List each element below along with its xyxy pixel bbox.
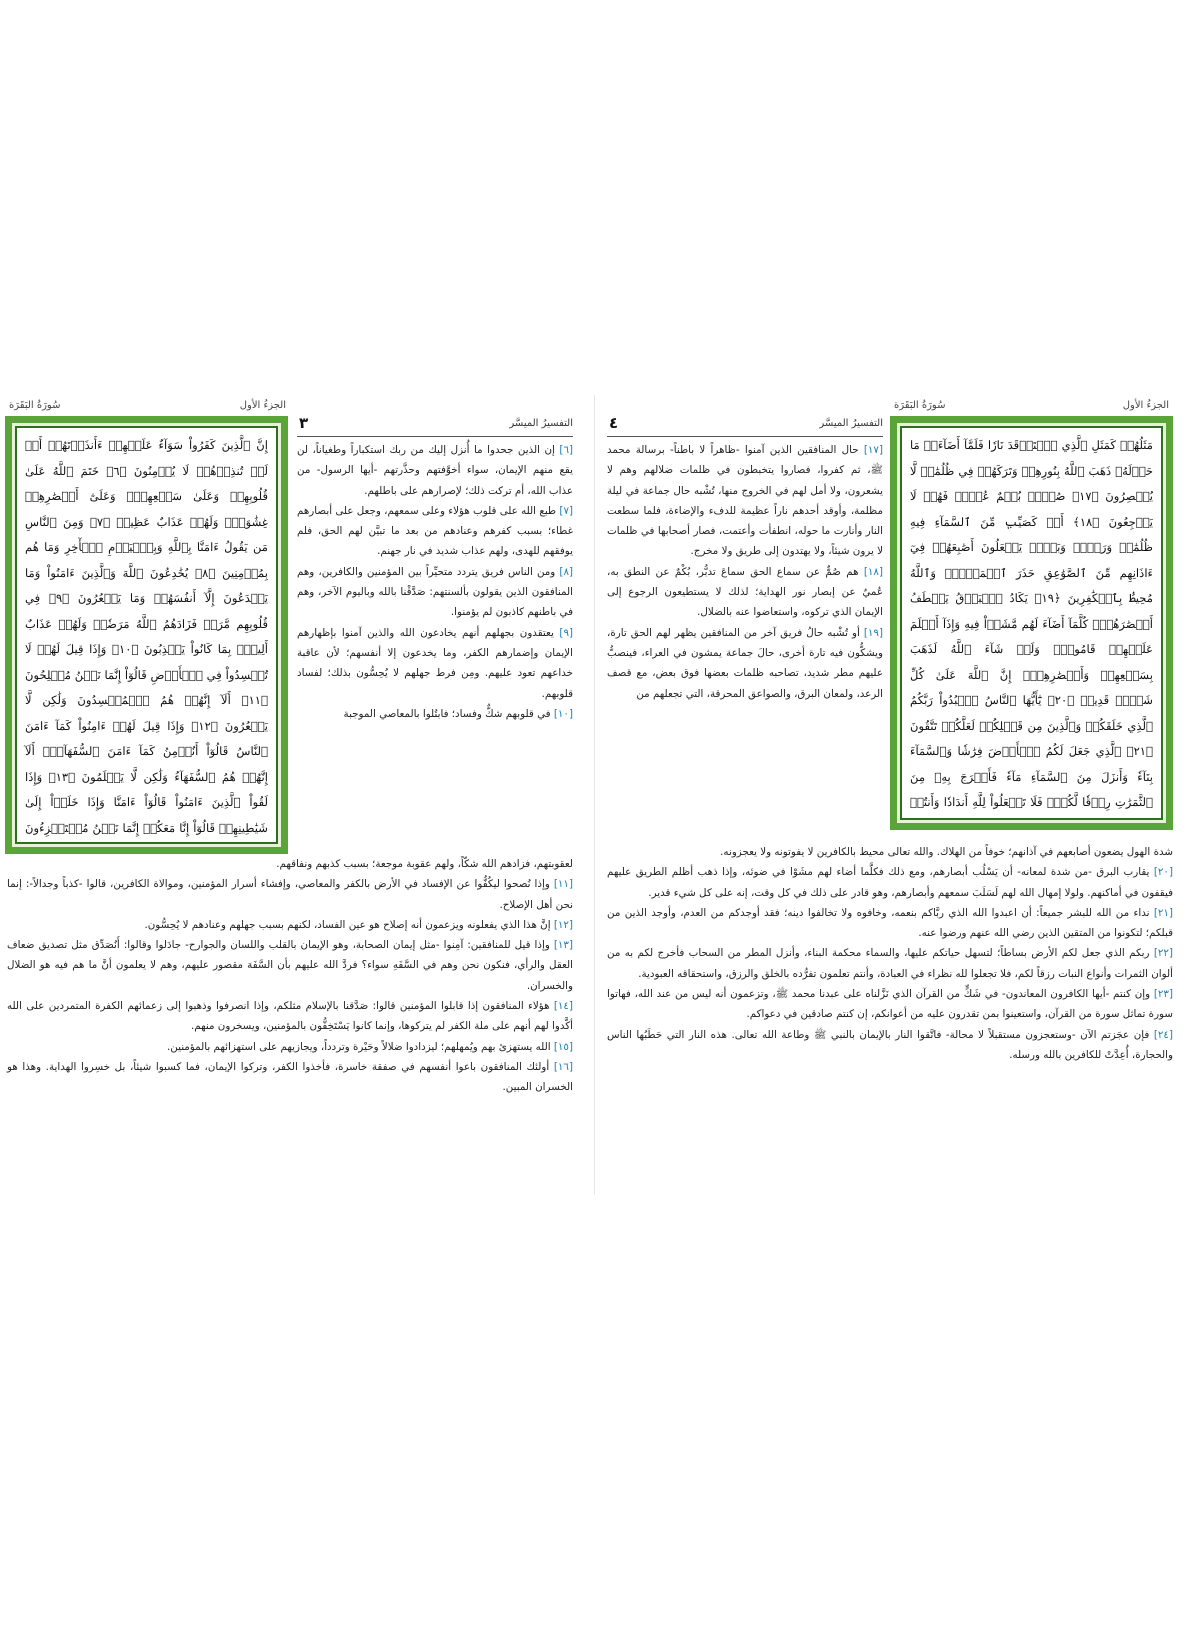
tafsir-text: أو تُشْبه حالُ فريق آخر من المنافقين يظهر لهم الحق تارة، ويشكُّون فيه تارة أخرى، حالَ جماعة يمشون في العراء، فينصبُّ عليهم مطر شديد، تصاحبه ظلمات بعضها فوق بعض، مع قصف الرعد، ولمعان البرق، والصواعق المحرقة، التي تجعلهم من (607, 626, 883, 700)
tafsir-paragraph (7, 935, 573, 996)
tafsir-text: هم صُمٌّ عن سماع الحق سماعَ تدبُّر، بُكْمٌ عن النطق به، عُميٌ عن إبصار نور الهداية؛ لذلك لا يستطيعون الرجوع إلى الإيمان الذي تركوه، واستعاضوا عنه بالضلال. (607, 565, 883, 619)
tafsir-paragraph (607, 862, 1173, 903)
tafsir-paragraph (607, 943, 1173, 984)
quran-frame (5, 416, 288, 854)
verse-number: [١٥] (553, 1040, 573, 1053)
tafsir-wide (7, 854, 573, 1098)
verse-number: [٢١] (1153, 906, 1173, 919)
verse-number: [٢٣] (1153, 988, 1173, 1001)
tafsir-header (607, 414, 883, 437)
quran-frame (890, 416, 1173, 830)
verse-number: [١٣] (553, 939, 573, 952)
tafsir-title: التفسيرُ الميسَّر (509, 418, 573, 429)
verse-number: [٦] (559, 444, 573, 456)
tafsir-paragraph (297, 623, 573, 704)
tafsir-paragraph (7, 1057, 573, 1098)
surah-label: سُورَةُ البَقَرَة (9, 400, 61, 411)
tafsir-text: ربكم الذي جعل لكم الأرض بساطاً؛ لتسهل حياتكم عليها، والسماء محكمة البناء، وأنزل المطر من السحاب فأخرج لكم به من ألوان الثمرات وأنواع النبات رزقاً لكم، فلا تجعلوا لله نظراء في العبادة، وأنتم تعلمون تفرُّده بالخلق والرزق، واستحقاقه العبودية. (607, 947, 1173, 980)
tafsir-text: إنَّ هذا الذي يفعلونه ويزعمون أنه إصلاح هو عين الفساد، لكنهم بسبب جهلهم وعنادهم لا يُحِسُّون. (144, 918, 554, 931)
tafsir-paragraph (607, 623, 883, 704)
tafsir-text: لعقوبتهم، فزادهم الله شكّاً، ولهم عقوبة موجعة؛ بسبب كذبهم ونفاقهم. (276, 858, 573, 870)
tafsir-text: يعتقدون بجهلهم أنهم يخادعون الله والذين آمنوا بإظهارهم الإيمان وإضمارهم الكفر، وما يخدعون إلا أنفسهم؛ لأن عاقبة خداعهم تعود عليهم. ومِن فرط جهلهم لا يُحِسُّون بذلك؛ لفساد قلوبهم. (297, 626, 573, 700)
verse-number: [١٢] (553, 918, 573, 931)
verse-number: [١٠] (553, 707, 573, 720)
tafsir-paragraph (297, 501, 573, 562)
tafsir-text: ومن الناس فريق يتردد متحيِّراً بين المؤمنين والكافرين، وهم المنافقون الذين يقولون بألسنتهم: صَدَّقْنا بالله وباليوم الآخر، وهم في باطنهم كاذبون لم يؤمنوا. (297, 565, 573, 619)
tafsir-text: نداء من الله للبشر جميعاً: أن اعبدوا الله الذي ربَّاكم بنعمه، وخافوه ولا تخالفوا دينه؛ فقد أوجدكم من العدم، وأوجد الذين من قبلكم؛ لتكونوا من المتقين الذين رضي الله عنهم ورضوا عنه. (607, 906, 1173, 940)
juz-label: الجزءُ الأول (1122, 400, 1169, 411)
tafsir-paragraph (607, 984, 1173, 1025)
tafsir-text: في قلوبهم شكٌّ وفساد؛ فابتُلوا بالمعاصي الموجبة (343, 707, 554, 720)
verse-number: [١٩] (863, 626, 883, 639)
page-number: ٣ (299, 414, 309, 432)
tafsir-paragraph (607, 903, 1173, 944)
verse-number: [٩] (559, 626, 573, 639)
left-page-header (5, 398, 290, 414)
verse-number: [٧] (559, 504, 573, 517)
tafsir-paragraph (607, 562, 883, 623)
tafsir-text: حال المنافقين الذين آمنوا -ظاهراً لا باطناً- برسالة محمد ﷺ، ثم كفروا، فصاروا يتخبطون في ظلمات ضلالهم وهم لا يشعرون، ولا أمل لهم في الخروج منها، تُشْبه حال جماعة في ليلة مظلمة، وأوقد أحدهم ناراً عظيمة للدفء والإضاءة، فلما سطعت النار وأنارت ما حوله، انطفأت وأعتمت، فصار أصحابها في ظلمات لا يرون شيئاً، ولا يهتدون إلى طريق ولا مخرج. (607, 444, 883, 558)
tafsir-paragraph (7, 854, 573, 874)
tafsir-header (297, 414, 573, 437)
verse-number: [٢٤] (1153, 1028, 1173, 1041)
tafsir-text: وإذا قيل للمنافقين: آمِنوا -مثل إيمان الصحابة، وهو الإيمان بالقلب واللسان والجوارح- جادَلوا وقالوا: أَنُصَدِّق مثل تصديق ضعاف العقل والرأي، فنكون نحن وهم في السَّفَهِ سواء؟ فردَّ الله عليهم بأن السَّفَهَ مقصور عليهم، وهم لا يعلمون أنَّ ما هم فيه هو الضلال والخسران. (7, 939, 573, 992)
verse-number: [١٦] (553, 1060, 573, 1073)
tafsir-paragraph (297, 562, 573, 623)
verse-number: [٢٠] (1153, 866, 1173, 879)
quran-text: إِنَّ ٱلَّذِينَ كَفَرُواْ سَوَآءٌ عَلَيۡهِمۡ ءَأَنذَرۡتَهُمۡ أَمۡ لَمۡ تُنذِرۡهُمۡ لَا يُؤۡمِنُونَ ﴿٦﴾ خَتَمَ ٱللَّهُ عَلَىٰ قُلُوبِهِمۡ وَعَلَىٰ سَمۡعِهِمۡۖ وَعَلَىٰٓ أَبۡصَٰرِهِمۡ غِشَٰوَةٞۖ وَلَهُمۡ عَذَابٌ عَظِيمٞ ﴿٧﴾ وَمِنَ ٱلنَّاسِ مَن يَقُولُ ءَامَنَّا بِٱللَّهِ وَبِٱلۡيَوۡمِ ٱلۡأٓخِرِ وَمَا هُم بِمُؤۡمِنِينَ ﴿٨﴾ يُخَٰدِعُونَ ٱللَّهَ وَٱلَّذِينَ ءَامَنُواْ وَمَا يَخۡدَعُونَ إِلَّآ أَنفُسَهُمۡ وَمَا يَشۡعُرُونَ ﴿٩﴾ فِي قُلُوبِهِم مَّرَضٞ فَزَادَهُمُ ٱللَّهُ مَرَضٗاۖ وَلَهُمۡ عَذَابٌ أَلِيمُۢ بِمَا كَانُواْ يَكۡذِبُونَ ﴿١٠﴾ وَإِذَا قِيلَ لَهُمۡ لَا تُفۡسِدُواْ فِي ٱلۡأَرۡضِ قَالُوٓاْ إِنَّمَا نَحۡنُ مُصۡلِحُونَ ﴿١١﴾ أَلَآ إِنَّهُمۡ هُمُ ٱلۡمُفۡسِدُونَ وَلَٰكِن لَّا يَشۡعُرُونَ ﴿١٢﴾ وَإِذَا قِيلَ لَهُمۡ ءَامِنُواْ كَمَآ ءَامَنَ ٱلنَّاسُ قَالُوٓاْ أَنُؤۡمِنُ كَمَآ ءَامَنَ ٱلسُّفَهَآءُۗ أَلَآ إِنَّهُمۡ هُمُ ٱلسُّفَهَآءُ وَلَٰكِن لَّا يَعۡلَمُونَ ﴿١٣﴾ وَإِذَا لَقُواْ ٱلَّذِينَ ءَامَنُواْ قَالُوٓاْ ءَامَنَّا وَإِذَا خَلَوۡاْ إِلَىٰ شَيَٰطِينِهِمۡ قَالُوٓاْ إِنَّا مَعَكُمۡ إِنَّمَا نَحۡنُ مُسۡتَهۡزِءُونَ (25, 438, 269, 835)
tafsir-text: فإن عجَزتم الآن -وستعجزون مستقبلاً لا محالة- فاتَّقوا النار بالإيمان بالنبي ﷺ وطاعة الله تعالى. هذه النار التي حَطَبُها الناس والحجارة، أُعِدَّتْ للكافرين بالله ورسله. (607, 1028, 1173, 1061)
verse-number: [١١] (553, 878, 573, 891)
tafsir-paragraph (7, 915, 573, 935)
page-divider (594, 395, 595, 1195)
tafsir-wide (607, 842, 1173, 1065)
tafsir-text: هؤلاء المنافقون إذا قابلوا المؤمنين قالوا: صَدَّقنا بالإسلام مثلكم، وإذا انصرفوا وذهبوا إلى زعمائهم الكفرة المتمردين على الله أكَّدوا لهم أنهم على ملة الكفر لم يتركوها، وإنما كانوا يَسْتَخِفُّون بالمؤمنين، ويسخرون منهم. (7, 1000, 573, 1033)
right-page-header (890, 398, 1173, 414)
right-page (605, 398, 1175, 1158)
tafsir-text: شدة الهول يضعون أصابعهم في آذانهم؛ خوفاً من الهلاك. والله تعالى محيط بالكافرين لا يفوتونه ولا يعجزونه. (720, 846, 1173, 858)
tafsir-paragraph (7, 874, 573, 915)
tafsir-paragraph (607, 440, 883, 562)
tafsir-title: التفسيرُ الميسَّر (819, 418, 883, 429)
tafsir-paragraph (607, 1025, 1173, 1066)
verse-number: [٨] (559, 565, 573, 578)
tafsir-text: إن الذين جحدوا ما أُنزل إليك من ربك استكباراً وطغياناً، لن يقع منهم الإيمان، سواء أخوَّفتهم وحذَّرتهم -أيها الرسول- من عذاب الله، أم تركت ذلك؛ لإصرارهم على باطلهم. (297, 444, 573, 497)
tafsir-paragraph (297, 440, 573, 501)
verse-number: [٢٢] (1153, 947, 1173, 960)
tafsir-text: وإذا نُصحوا ليكُفُّوا عن الإفساد في الأرض بالكفر والمعاصي، وإفشاء أسرار المؤمنين، وموالاة الكافرين، قالوا -كذباً وجدالاً-: إنما نحن أهل الإصلاح. (7, 878, 573, 911)
surah-label: سُورَةُ البَقَرَة (894, 400, 946, 411)
tafsir-text: وإن كنتم -أيها الكافرون المعاندون- في شَكٍّ من القرآن الذي نَزَّلناه على عبدنا محمد ﷺ، وتزعمون أنه ليس من عند الله، فهاتوا سورة تماثل سورة من القرآن، واستعينوا بمن تقدرون عليه من أعوانكم، إن كنتم صادقين في دعواكم. (607, 988, 1173, 1021)
verse-number: [١٧] (863, 444, 883, 456)
left-page (5, 398, 575, 1158)
verse-number: [١٨] (863, 565, 883, 578)
page-number: ٤ (609, 414, 619, 432)
tafsir-column (297, 440, 573, 856)
tafsir-text: طبع الله على قلوب هؤلاء وعلى سمعهم، وجعل على أبصارهم غطاء؛ بسبب كفرهم وعنادهم من بعد ما تبيَّن لهم الحق، فلم يوفقهم للهدى، ولهم عذاب شديد في نار جهنم. (297, 504, 573, 558)
tafsir-text: يقارب البرق -من شدة لمعانه- أن يَسْلُب أبصارهم، ومع ذلك فكلَّما أضاء لهم مشَوْا في ضوئه، وإذا ذهب أظلم الطريق عليهم فيقفون في أماكنهم. ولولا إمهال الله لهم لَسَلَبَ سمعهم وأبصارهم، وهو قادر على ذلك في كل وقت، إنه على كل شيء قدير. (607, 866, 1173, 899)
verse-number: [١٤] (553, 1000, 573, 1013)
tafsir-paragraph (297, 704, 573, 724)
tafsir-paragraph (607, 842, 1173, 862)
tafsir-column (607, 440, 883, 830)
quran-text: مَثَلُهُمۡ كَمَثَلِ ٱلَّذِي ٱسۡتَوۡقَدَ نَارٗا فَلَمَّآ أَضَآءَتۡ مَا حَوۡلَهُۥ ذَهَبَ ٱللَّهُ بِنُورِهِمۡ وَتَرَكَهُمۡ فِي ظُلُمَٰتٖ لَّا يُبۡصِرُونَ ﴿١٧﴾ صُمُّۢ بُكۡمٌ عُمۡيٞ فَهُمۡ لَا يَرۡجِعُونَ ﴿١٨﴾ أَوۡ كَصَيِّبٖ مِّنَ ٱلسَّمَآءِ فِيهِ ظُلُمَٰتٞ وَرَعۡدٞ وَبَرۡقٞ يَجۡعَلُونَ أَصَٰبِعَهُمۡ فِيٓ ءَاذَانِهِم مِّنَ ٱلصَّوَٰعِقِ حَذَرَ ٱلۡمَوۡتِۚ وَٱللَّهُ مُحِيطُۢ بِٱلۡكَٰفِرِينَ ﴿١٩﴾ يَكَادُ ٱلۡبَرۡقُ يَخۡطَفُ أَبۡصَٰرَهُمۡۖ كُلَّمَآ أَضَآءَ لَهُم مَّشَوۡاْ فِيهِ وَإِذَآ أَظۡلَمَ عَلَيۡهِمۡ قَامُواْۚ وَلَوۡ شَآءَ ٱللَّهُ لَذَهَبَ بِسَمۡعِهِمۡ وَأَبۡصَٰرِهِمۡۚ إِنَّ ٱللَّهَ عَلَىٰ كُلِّ شَيۡءٖ قَدِيرٞ ﴿٢٠﴾ يَٰٓأَيُّهَا ٱلنَّاسُ ٱعۡبُدُواْ رَبَّكُمُ ٱلَّذِي خَلَقَكُمۡ وَٱلَّذِينَ مِن قَبۡلِكُمۡ لَعَلَّكُمۡ تَتَّقُونَ ﴿٢١﴾ ٱلَّذِي جَعَلَ لَكُمُ ٱلۡأَرۡضَ فِرَٰشٗا وَٱلسَّمَآءَ بِنَآءٗ وَأَنزَلَ مِنَ ٱلسَّمَآءِ مَآءٗ فَأَخۡرَجَ بِهِۦ مِنَ ٱلثَّمَرَٰتِ رِزۡقٗا لَّكُمۡۖ فَلَا تَجۡعَلُواْ لِلَّهِ أَندَادٗا وَأَنتُمۡ (910, 438, 1153, 809)
tafsir-paragraph (7, 996, 573, 1037)
tafsir-paragraph (7, 1037, 573, 1057)
tafsir-text: الله يستهزئ بهم ويُمهلهم؛ ليزدادوا ضلالاً وحَيْرة وتردداً، ويجازيهم على استهزائهم بالمؤمنين. (166, 1040, 554, 1053)
juz-label: الجزءُ الأول (239, 400, 286, 411)
tafsir-text: أولئك المنافقون باعوا أنفسهم في صفقة خاسرة، فأخذوا الكفر، وتركوا الإيمان، فما كسبوا شيئاً، بل خسِروا الهداية. وهذا هو الخسران المبين. (7, 1060, 573, 1094)
